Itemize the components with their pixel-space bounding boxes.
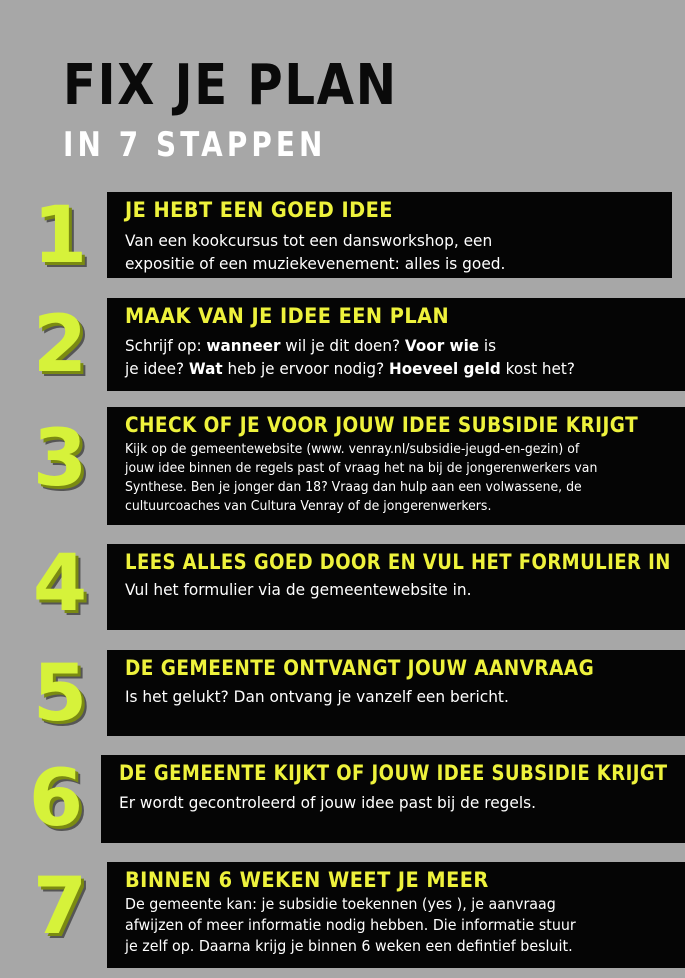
text-run: Schrijf op:	[125, 336, 207, 355]
step-text-line: Vul het formulier via de gemeentewebsite in.	[125, 580, 472, 599]
step-number-3: 3	[32, 414, 88, 504]
step-box-6	[101, 755, 685, 843]
text-run: kost het?	[500, 359, 575, 378]
step-number-6: 6	[28, 754, 84, 844]
step-text-2	[125, 334, 575, 380]
step-text-3	[125, 440, 597, 516]
step-heading-2: MAAK VAN JE IDEE EEN PLAN	[125, 304, 450, 328]
step-heading-5: DE GEMEENTE ONTVANGT JOUW AANVRAAG	[125, 656, 595, 680]
text-run: is	[479, 336, 497, 355]
text-emphasis: wanneer	[206, 336, 281, 355]
step-number-2: 2	[32, 300, 88, 390]
step-text-line: afwijzen of meer informatie nodig hebben. Die informatie stuur	[125, 916, 576, 934]
step-text-1	[125, 229, 505, 275]
text-run: wil je dit doen?	[280, 336, 405, 355]
step-heading-3: CHECK OF JE VOOR JOUW IDEE SUBSIDIE KRIJGT	[125, 413, 639, 437]
step-box-1	[107, 192, 672, 278]
step-text-line: De gemeente kan: je subsidie toekennen (yes ), je aanvraag	[125, 895, 556, 913]
step-text-line: Van een kookcursus tot een dansworkshop, een	[125, 231, 493, 250]
step-number-1: 1	[32, 191, 88, 281]
step-text-line: je zelf op. Daarna krijg je binnen 6 weken een defintief besluit.	[125, 937, 573, 955]
page-title: FIX JE PLAN	[63, 53, 398, 118]
step-text-6	[119, 791, 536, 814]
step-heading-6: DE GEMEENTE KIJKT OF JOUW IDEE SUBSIDIE KRIJGT	[119, 761, 668, 785]
step-number-4: 4	[32, 539, 88, 629]
step-number-7: 7	[32, 862, 88, 952]
text-run: je idee?	[125, 359, 189, 378]
text-run: heb je ervoor nodig?	[222, 359, 389, 378]
step-text-line: Kijk op de gemeentewebsite (www. venray.nl/subsidie-jeugd-en-gezin) of	[125, 442, 580, 457]
step-text-line	[125, 334, 575, 357]
text-emphasis: Voor wie	[404, 336, 480, 355]
step-text-line: cultuurcoaches van Cultura Venray of de jongerenwerkers.	[125, 499, 492, 514]
step-text-5	[125, 685, 509, 708]
step-heading-4: LEES ALLES GOED DOOR EN VUL HET FORMULIER IN	[125, 550, 671, 574]
step-box-3	[107, 407, 685, 525]
step-heading-7: BINNEN 6 WEKEN WEET JE MEER	[125, 868, 489, 892]
step-box-2	[107, 298, 685, 391]
step-text-line: Synthese. Ben je jonger dan 18? Vraag dan hulp aan een volwassene, de	[125, 480, 582, 495]
step-box-7	[107, 862, 685, 968]
step-text-7	[125, 894, 576, 957]
step-number-5: 5	[32, 649, 88, 739]
step-text-line: Er wordt gecontroleerd of jouw idee past bij de regels.	[119, 793, 537, 812]
step-text-4	[125, 578, 471, 601]
step-box-5	[107, 650, 685, 736]
step-box-4	[107, 544, 685, 630]
step-text-line: jouw idee binnen de regels past of vraag het na bij de jongerenwerkers van	[125, 461, 598, 476]
step-heading-1: JE HEBT EEN GOED IDEE	[125, 198, 393, 222]
text-emphasis: Hoeveel geld	[388, 359, 501, 378]
step-text-line: expositie of een muziekevenement: alles is goed.	[125, 254, 506, 273]
page-subtitle: IN 7 STAPPEN	[63, 125, 327, 165]
step-text-line	[125, 357, 575, 380]
text-emphasis: Wat	[188, 359, 223, 378]
step-text-line: Is het gelukt? Dan ontvang je vanzelf een bericht.	[125, 687, 509, 706]
